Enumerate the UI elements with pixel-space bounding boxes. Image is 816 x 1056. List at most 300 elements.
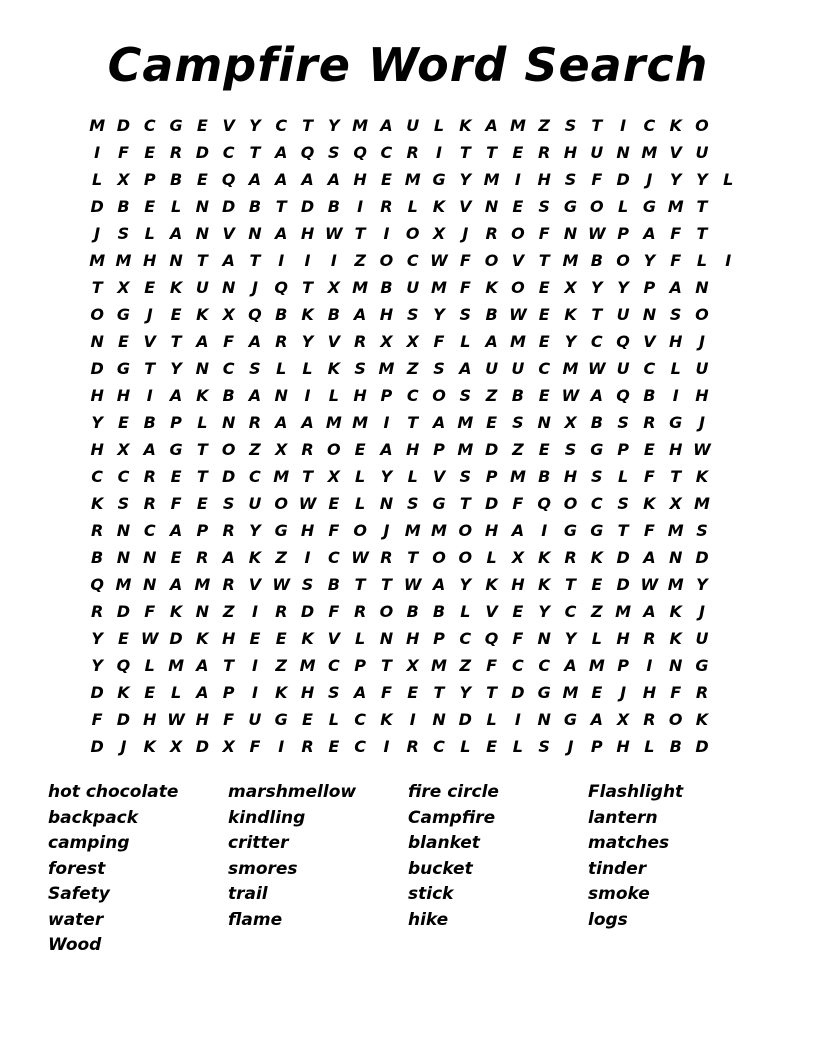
grid-letter[interactable]: I — [304, 548, 311, 567]
grid-letter[interactable]: A — [590, 386, 603, 405]
grid-letter[interactable]: A — [301, 170, 314, 189]
grid-letter[interactable]: C — [275, 116, 288, 135]
grid-letter[interactable]: T — [275, 197, 287, 216]
grid-letter[interactable]: O — [379, 251, 394, 270]
grid-letter[interactable]: O — [221, 440, 236, 459]
grid-letter[interactable]: I — [357, 197, 364, 216]
grid-letter[interactable]: H — [353, 170, 367, 189]
grid-letter[interactable]: A — [169, 521, 183, 540]
grid-letter[interactable]: L — [144, 224, 155, 243]
grid-letter[interactable]: L — [328, 386, 339, 405]
grid-letter[interactable]: Z — [538, 116, 550, 135]
grid-letter[interactable]: K — [695, 467, 709, 486]
grid-letter[interactable]: K — [169, 602, 183, 621]
grid-letter[interactable]: N — [116, 548, 131, 567]
grid-letter[interactable]: N — [195, 197, 210, 216]
grid-letter[interactable]: A — [327, 170, 341, 189]
grid-letter[interactable]: S — [617, 413, 629, 432]
grid-letter[interactable]: J — [699, 332, 705, 351]
grid-letter[interactable]: F — [223, 710, 235, 729]
grid-letter[interactable]: D — [116, 710, 131, 729]
grid-letter[interactable]: A — [669, 278, 682, 297]
grid-letter[interactable]: I — [94, 143, 101, 162]
grid-letter[interactable]: B — [169, 170, 183, 189]
grid-letter[interactable]: I — [330, 251, 337, 270]
grid-letter[interactable]: K — [669, 116, 682, 135]
grid-letter[interactable]: J — [699, 413, 705, 432]
grid-letter[interactable]: W — [324, 224, 343, 243]
grid-letter[interactable]: I — [514, 170, 521, 189]
grid-letter[interactable]: Q — [221, 170, 236, 189]
grid-letter[interactable]: E — [117, 332, 129, 351]
grid-letter[interactable]: S — [512, 413, 524, 432]
grid-letter[interactable]: M — [431, 521, 447, 540]
grid-letter[interactable]: E — [249, 629, 261, 648]
grid-letter[interactable]: A — [222, 548, 235, 567]
grid-letter[interactable]: S — [117, 494, 130, 513]
grid-letter[interactable]: Y — [170, 359, 182, 378]
grid-letter[interactable]: C — [143, 116, 156, 135]
grid-letter[interactable]: Z — [459, 656, 472, 675]
grid-letter[interactable]: Q — [616, 332, 630, 351]
grid-letter[interactable]: F — [91, 710, 103, 729]
grid-letter[interactable]: E — [512, 197, 524, 216]
grid-letter[interactable]: D — [511, 683, 525, 702]
grid-letter[interactable]: N — [248, 224, 262, 243]
grid-letter[interactable]: L — [170, 683, 182, 702]
grid-letter[interactable]: T — [302, 278, 313, 297]
grid-letter[interactable]: E — [512, 143, 524, 162]
grid-letter[interactable]: M — [562, 683, 579, 702]
grid-letter[interactable]: U — [695, 359, 709, 378]
grid-letter[interactable]: I — [251, 683, 258, 702]
grid-letter[interactable]: N — [563, 224, 578, 243]
grid-letter[interactable]: Q — [537, 494, 551, 513]
grid-letter[interactable]: A — [275, 143, 288, 162]
grid-letter[interactable]: Z — [590, 602, 603, 621]
grid-letter[interactable]: Y — [91, 629, 103, 648]
grid-letter[interactable]: E — [170, 305, 182, 324]
grid-letter[interactable]: M — [457, 440, 474, 459]
grid-letter[interactable]: E — [196, 494, 208, 513]
grid-letter[interactable]: T — [407, 548, 419, 567]
grid-letter[interactable]: F — [433, 332, 445, 351]
grid-letter[interactable]: S — [617, 494, 629, 513]
grid-letter[interactable]: J — [646, 170, 653, 189]
grid-letter[interactable]: G — [116, 305, 131, 324]
grid-letter[interactable]: T — [696, 224, 708, 243]
grid-letter[interactable]: T — [486, 143, 498, 162]
grid-letter[interactable]: V — [327, 629, 341, 648]
grid-letter[interactable]: P — [433, 629, 445, 648]
grid-letter[interactable]: X — [117, 278, 130, 297]
grid-letter[interactable]: X — [564, 413, 577, 432]
grid-letter[interactable]: E — [486, 737, 498, 756]
grid-letter[interactable]: P — [590, 737, 603, 756]
grid-letter[interactable]: C — [143, 521, 156, 540]
grid-letter[interactable]: O — [90, 305, 104, 324]
grid-letter[interactable]: T — [380, 575, 392, 594]
grid-letter[interactable]: W — [298, 494, 317, 513]
grid-letter[interactable]: F — [459, 251, 471, 270]
grid-letter[interactable]: D — [116, 116, 131, 135]
grid-letter[interactable]: R — [90, 602, 104, 621]
grid-letter[interactable]: N — [195, 359, 210, 378]
grid-letter[interactable]: V — [222, 224, 235, 243]
grid-letter[interactable]: A — [169, 575, 183, 594]
grid-letter[interactable]: D — [300, 197, 315, 216]
grid-letter[interactable]: T — [196, 467, 208, 486]
grid-letter[interactable]: L — [617, 197, 629, 216]
grid-letter[interactable]: Q — [116, 656, 131, 675]
grid-letter[interactable]: A — [196, 683, 209, 702]
grid-letter[interactable]: Y — [91, 656, 103, 675]
grid-letter[interactable]: L — [617, 467, 629, 486]
grid-letter[interactable]: M — [562, 359, 579, 378]
grid-letter[interactable]: X — [432, 224, 446, 243]
grid-letter[interactable]: V — [511, 251, 525, 270]
grid-letter[interactable]: T — [380, 656, 392, 675]
grid-letter[interactable]: Y — [590, 278, 603, 297]
grid-letter[interactable]: U — [511, 359, 525, 378]
grid-letter[interactable]: H — [300, 521, 315, 540]
grid-letter[interactable]: O — [458, 521, 473, 540]
grid-letter[interactable]: F — [328, 602, 340, 621]
grid-letter[interactable]: M — [641, 143, 658, 162]
grid-letter[interactable]: H — [143, 710, 157, 729]
grid-letter[interactable]: M — [299, 656, 316, 675]
grid-letter[interactable]: Z — [406, 359, 419, 378]
grid-letter[interactable]: P — [380, 386, 393, 405]
grid-letter[interactable]: D — [458, 710, 472, 729]
grid-letter[interactable]: T — [617, 521, 629, 540]
grid-letter[interactable]: B — [222, 386, 235, 405]
grid-letter[interactable]: I — [646, 656, 653, 675]
grid-letter[interactable]: B — [248, 197, 262, 216]
grid-letter[interactable]: T — [302, 116, 313, 135]
grid-letter[interactable]: P — [617, 440, 629, 459]
grid-letter[interactable]: X — [327, 278, 340, 297]
grid-letter[interactable]: M — [194, 575, 211, 594]
grid-letter[interactable]: E — [144, 683, 156, 702]
grid-letter[interactable]: N — [274, 386, 288, 405]
grid-letter[interactable]: T — [354, 575, 366, 594]
grid-letter[interactable]: E — [354, 440, 366, 459]
grid-letter[interactable]: X — [380, 332, 393, 351]
grid-letter[interactable]: P — [354, 656, 366, 675]
grid-letter[interactable]: K — [380, 710, 393, 729]
grid-letter[interactable]: E — [170, 467, 182, 486]
grid-letter[interactable]: F — [486, 656, 498, 675]
grid-letter[interactable]: H — [406, 629, 420, 648]
grid-letter[interactable]: M — [694, 494, 710, 513]
grid-letter[interactable]: L — [197, 413, 208, 432]
grid-letter[interactable]: R — [643, 710, 656, 729]
grid-letter[interactable]: T — [144, 359, 156, 378]
grid-letter[interactable]: B — [380, 278, 393, 297]
grid-letter[interactable]: Y — [564, 629, 577, 648]
grid-letter[interactable]: C — [590, 494, 603, 513]
grid-letter[interactable]: H — [616, 629, 630, 648]
grid-letter[interactable]: S — [406, 305, 419, 324]
grid-letter[interactable]: G — [537, 683, 551, 702]
grid-letter[interactable]: K — [143, 737, 156, 756]
grid-letter[interactable]: E — [302, 710, 313, 729]
grid-letter[interactable]: C — [564, 602, 577, 621]
grid-letter[interactable]: W — [351, 548, 369, 567]
grid-letter[interactable]: W — [640, 575, 659, 594]
grid-letter[interactable]: T — [91, 278, 103, 297]
grid-letter[interactable]: M — [404, 170, 421, 189]
grid-letter[interactable]: W — [587, 224, 606, 243]
grid-letter[interactable]: X — [511, 548, 525, 567]
grid-letter[interactable]: P — [643, 278, 656, 297]
grid-letter[interactable]: A — [275, 413, 288, 432]
grid-letter[interactable]: T — [249, 251, 261, 270]
grid-letter[interactable]: H — [642, 683, 657, 702]
grid-letter[interactable]: F — [643, 521, 655, 540]
grid-letter[interactable]: S — [354, 359, 366, 378]
grid-letter[interactable]: O — [379, 602, 394, 621]
grid-letter[interactable]: Z — [512, 440, 524, 459]
grid-letter[interactable]: R — [564, 548, 577, 567]
grid-letter[interactable]: F — [459, 278, 471, 297]
grid-letter[interactable]: G — [116, 359, 131, 378]
grid-letter[interactable]: L — [460, 737, 471, 756]
grid-letter[interactable]: A — [432, 413, 446, 432]
grid-letter[interactable]: R — [353, 602, 367, 621]
grid-letter[interactable]: A — [169, 386, 183, 405]
grid-letter[interactable]: M — [667, 197, 684, 216]
grid-letter[interactable]: S — [564, 116, 577, 135]
grid-letter[interactable]: M — [352, 278, 369, 297]
grid-letter[interactable]: S — [669, 305, 682, 324]
grid-letter[interactable]: B — [590, 413, 603, 432]
grid-letter[interactable]: Q — [484, 629, 499, 648]
grid-letter[interactable]: L — [486, 548, 497, 567]
grid-letter[interactable]: D — [90, 197, 104, 216]
grid-letter[interactable]: V — [248, 575, 262, 594]
grid-letter[interactable]: O — [616, 251, 630, 270]
grid-letter[interactable]: T — [670, 467, 682, 486]
grid-letter[interactable]: F — [117, 143, 129, 162]
grid-letter[interactable]: C — [91, 467, 104, 486]
grid-letter[interactable]: B — [485, 305, 498, 324]
grid-letter[interactable]: K — [169, 278, 183, 297]
grid-letter[interactable]: M — [562, 251, 579, 270]
grid-letter[interactable]: M — [483, 170, 500, 189]
grid-letter[interactable]: L — [670, 359, 681, 378]
grid-letter[interactable]: H — [484, 521, 499, 540]
grid-letter[interactable]: N — [695, 278, 709, 297]
grid-letter[interactable]: K — [590, 548, 603, 567]
grid-letter[interactable]: G — [669, 413, 683, 432]
grid-letter[interactable]: Y — [538, 602, 550, 621]
grid-letter[interactable]: H — [353, 386, 367, 405]
grid-letter[interactable]: W — [430, 251, 448, 270]
grid-letter[interactable]: Q — [90, 575, 104, 594]
grid-letter[interactable]: I — [436, 143, 442, 162]
grid-letter[interactable]: K — [669, 629, 682, 648]
grid-letter[interactable]: Y — [564, 332, 577, 351]
grid-letter[interactable]: A — [353, 683, 367, 702]
grid-letter[interactable]: W — [140, 629, 159, 648]
grid-letter[interactable]: Z — [275, 656, 288, 675]
grid-letter[interactable]: U — [616, 359, 630, 378]
grid-letter[interactable]: U — [406, 116, 420, 135]
grid-letter[interactable]: N — [195, 602, 210, 621]
grid-letter[interactable]: K — [327, 359, 341, 378]
grid-letter[interactable]: R — [169, 143, 183, 162]
grid-letter[interactable]: O — [695, 116, 709, 135]
grid-letter[interactable]: O — [274, 494, 289, 513]
grid-letter[interactable]: V — [432, 467, 446, 486]
grid-letter[interactable]: R — [695, 683, 709, 702]
grid-letter[interactable]: C — [459, 629, 472, 648]
grid-letter[interactable]: I — [278, 737, 285, 756]
grid-letter[interactable]: U — [616, 305, 630, 324]
grid-letter[interactable]: H — [300, 224, 315, 243]
grid-letter[interactable]: M — [509, 467, 526, 486]
grid-letter[interactable]: U — [695, 629, 709, 648]
grid-letter[interactable]: B — [432, 602, 446, 621]
grid-letter[interactable]: A — [643, 602, 656, 621]
grid-letter[interactable]: S — [117, 224, 130, 243]
grid-letter[interactable]: N — [668, 548, 683, 567]
grid-letter[interactable]: V — [143, 332, 156, 351]
grid-letter[interactable]: I — [383, 224, 390, 243]
grid-letter[interactable]: G — [432, 494, 446, 513]
grid-letter[interactable]: Y — [249, 116, 261, 135]
grid-letter[interactable]: A — [485, 332, 498, 351]
grid-letter[interactable]: K — [485, 575, 498, 594]
grid-letter[interactable]: M — [667, 575, 684, 594]
grid-letter[interactable]: B — [117, 197, 130, 216]
grid-letter[interactable]: A — [196, 656, 209, 675]
grid-letter[interactable]: Y — [459, 575, 472, 594]
grid-letter[interactable]: I — [146, 386, 153, 405]
grid-letter[interactable]: N — [616, 143, 630, 162]
grid-letter[interactable]: F — [170, 494, 182, 513]
grid-letter[interactable]: H — [221, 629, 236, 648]
grid-letter[interactable]: R — [301, 440, 314, 459]
grid-letter[interactable]: E — [275, 629, 287, 648]
grid-letter[interactable]: D — [90, 737, 104, 756]
grid-letter[interactable]: H — [537, 170, 551, 189]
grid-letter[interactable]: A — [511, 521, 525, 540]
grid-letter[interactable]: E — [538, 332, 550, 351]
grid-letter[interactable]: J — [94, 224, 101, 243]
grid-letter[interactable]: D — [616, 548, 630, 567]
grid-letter[interactable]: A — [169, 224, 183, 243]
grid-letter[interactable]: I — [725, 251, 732, 270]
grid-letter[interactable]: W — [403, 575, 422, 594]
grid-letter[interactable]: R — [222, 575, 235, 594]
grid-letter[interactable]: S — [538, 197, 550, 216]
grid-letter[interactable]: L — [407, 197, 418, 216]
grid-letter[interactable]: B — [643, 386, 656, 405]
grid-letter[interactable]: D — [616, 170, 630, 189]
grid-letter[interactable]: T — [196, 440, 208, 459]
grid-letter[interactable]: R — [406, 737, 419, 756]
grid-letter[interactable]: O — [353, 521, 367, 540]
grid-letter[interactable]: H — [195, 710, 210, 729]
grid-letter[interactable]: L — [723, 170, 734, 189]
grid-letter[interactable]: K — [196, 386, 209, 405]
grid-letter[interactable]: O — [484, 251, 499, 270]
grid-letter[interactable]: L — [486, 710, 497, 729]
grid-letter[interactable]: S — [222, 494, 235, 513]
grid-letter[interactable]: H — [563, 467, 578, 486]
grid-letter[interactable]: O — [589, 197, 604, 216]
grid-letter[interactable]: T — [249, 143, 261, 162]
grid-letter[interactable]: C — [249, 467, 261, 486]
grid-letter[interactable]: K — [301, 305, 314, 324]
grid-letter[interactable]: F — [670, 224, 682, 243]
grid-letter[interactable]: M — [509, 332, 526, 351]
grid-letter[interactable]: L — [276, 359, 287, 378]
grid-letter[interactable]: A — [222, 251, 235, 270]
grid-letter[interactable]: Y — [380, 467, 393, 486]
grid-letter[interactable]: X — [564, 278, 577, 297]
grid-letter[interactable]: N — [379, 629, 394, 648]
grid-letter[interactable]: L — [512, 737, 523, 756]
grid-letter[interactable]: N — [221, 278, 236, 297]
grid-letter[interactable]: L — [355, 629, 366, 648]
grid-letter[interactable]: D — [221, 467, 236, 486]
grid-letter[interactable]: P — [485, 467, 498, 486]
grid-letter[interactable]: F — [249, 737, 261, 756]
grid-letter[interactable]: C — [354, 710, 366, 729]
grid-letter[interactable]: B — [406, 602, 419, 621]
grid-letter[interactable]: N — [221, 413, 236, 432]
grid-letter[interactable]: K — [117, 683, 130, 702]
grid-letter[interactable]: U — [485, 359, 499, 378]
grid-letter[interactable]: L — [696, 251, 708, 270]
grid-letter[interactable]: P — [433, 440, 445, 459]
grid-letter[interactable]: T — [538, 251, 550, 270]
grid-letter[interactable]: Y — [696, 575, 708, 594]
grid-letter[interactable]: M — [667, 521, 684, 540]
grid-letter[interactable]: G — [590, 521, 604, 540]
grid-letter[interactable]: T — [433, 683, 445, 702]
grid-letter[interactable]: H — [616, 737, 630, 756]
grid-letter[interactable]: B — [590, 251, 603, 270]
grid-letter[interactable]: L — [170, 197, 182, 216]
grid-letter[interactable]: H — [406, 440, 420, 459]
grid-letter[interactable]: L — [460, 602, 471, 621]
grid-letter[interactable]: Y — [91, 413, 103, 432]
grid-letter[interactable]: R — [196, 548, 209, 567]
grid-letter[interactable]: K — [669, 602, 682, 621]
grid-letter[interactable]: U — [590, 143, 604, 162]
grid-letter[interactable]: Q — [248, 305, 262, 324]
grid-letter[interactable]: X — [169, 737, 183, 756]
grid-letter[interactable]: A — [564, 656, 577, 675]
grid-letter[interactable]: U — [248, 710, 262, 729]
grid-letter[interactable]: S — [406, 494, 419, 513]
grid-letter[interactable]: W — [561, 386, 580, 405]
grid-letter[interactable]: D — [300, 602, 315, 621]
grid-letter[interactable]: D — [195, 737, 209, 756]
grid-letter[interactable]: C — [433, 737, 445, 756]
grid-letter[interactable]: E — [512, 602, 524, 621]
grid-letter[interactable]: A — [301, 413, 314, 432]
grid-letter[interactable]: A — [275, 170, 288, 189]
grid-letter[interactable]: L — [644, 737, 655, 756]
grid-letter[interactable]: G — [563, 710, 578, 729]
grid-letter[interactable]: V — [222, 116, 235, 135]
